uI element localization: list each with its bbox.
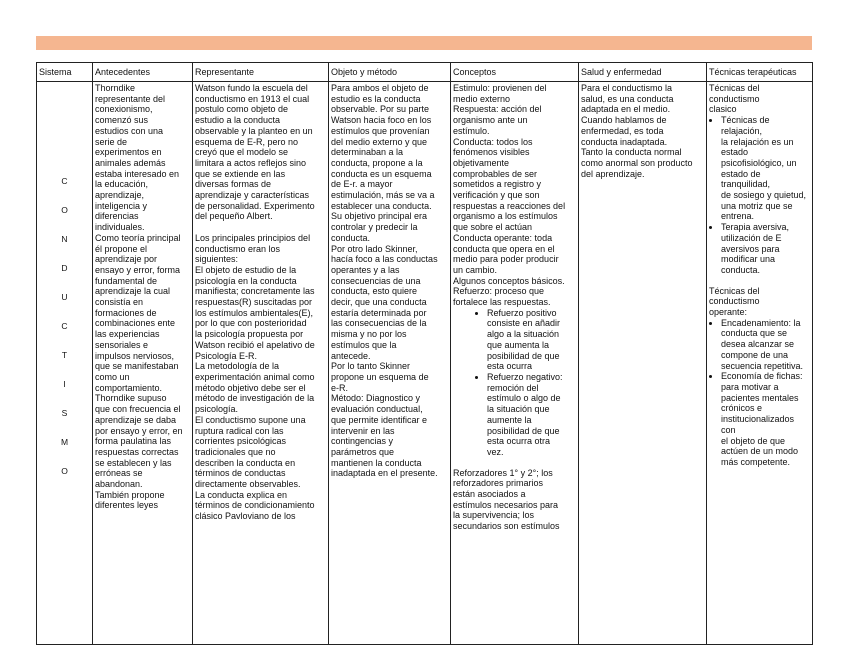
tecnicas-operante-list xyxy=(709,318,810,468)
representante-text: Watson fundo la escuela del conductismo en 1913 el cual postulo como objeto de estudio a la conducta observable y la planteo en un esquema de E-R, pero no creyó que el modelo se limitara a actos reflejos sino que se extiende en las diversas formas de aprendizaje y características de personalidad. Experimento del pequeño Albert. Los principales principios del conductismo eran los siguientes: El objeto de estudio de la psicología en la conducta manifiesta; concretamente las respuestas(R) suscitadas por los estímulos ambientales(E), por lo que con posterioridad la psicología propuesta por Watson recibió el apelativo de Psicología E-R. La metodología de la experimentación animal como método objetivo debe ser el método de investigación de la psicología. El conductismo supone una ruptura radical con las corrientes psicológicas tradicionales que no describen la conducta en términos de conductas directamente observables. La conducta explica en términos de condicionamiento clásico Pavloviano de los xyxy=(195,83,315,522)
sistema-letter: O xyxy=(61,205,68,215)
antecedentes-cell xyxy=(93,82,193,645)
objeto-metodo-text: Para ambos el objeto de estudio es la conducta observable. Por su parte Watson hacia foco en los estímulos que provenían del medio externo y que determinaban a la conducta, propone a la conducta es un esquema de E-r. a mayor estimulación, más se va a establecer una conducta. Su objetivo principal era controlar y predecir la conducta. Por otro lado Skinner, hacía foco a las conductas operantes y a las consecuencias de una conducta, esto quiere decir, que una conducta estaría determinada por las consecuencias de la misma y no por los estímulos que la antecede. Por lo tanto Skinner propone un esquema de e-R. Método: Diagnostico y evaluación conductual, que permite identificar e intervenir en las contingencias y parámetros que mantienen la conducta inadaptada en el presente. xyxy=(331,83,438,479)
representante-cell xyxy=(193,82,329,645)
conceptos-intro: Estimulo: provienen del medio externo Respuesta: acción del organismo ante un estímulo. Conducta: todos los fenómenos visibles objetivamente comprobables de ser sometidos a registro y verificación y que son respuestas a reacciones del organismo a los estímulos que sobre el actúan Conducta operante: toda conducta que opera en el medio para poder producir un cambio. Algunos conceptos básicos. Refuerzo: proceso que fortalece las respuestas. xyxy=(453,83,566,308)
conceptos-cell xyxy=(451,82,579,645)
sistema-letter: T xyxy=(61,350,68,360)
header-tecnicas: Técnicas terapéuticas xyxy=(707,63,813,82)
sistema-letter: S xyxy=(61,408,68,418)
header-conceptos: Conceptos xyxy=(451,63,579,82)
list-item: • Economía de fichas: para motivar a pacientes mentales crónicos e institucionalizados con el objeto de que actúen de un modo más competente. xyxy=(721,371,810,467)
sistema-letter: U xyxy=(61,292,68,302)
list-item: • Encadenamiento: la conducta que se desea alcanzar se compone de una secuencia repetitiva. xyxy=(721,318,810,372)
list-item: • Refuerzo negativo: remoción del estímulo o algo de la situación que aumente la posibilidad de que esta ocurra otra vez. xyxy=(487,372,576,458)
header-salud-enfermedad: Salud y enfermedad xyxy=(579,63,707,82)
header-objeto-metodo: Objeto y método xyxy=(329,63,451,82)
sistema-letter: O xyxy=(61,466,68,476)
sistema-letter: N xyxy=(61,234,68,244)
sistema-letter: M xyxy=(60,437,69,447)
conductismo-table xyxy=(36,62,813,645)
header-color-band xyxy=(36,36,812,50)
list-item: • Terapia aversiva, utilización de E aversivos para modificar una conducta. xyxy=(721,222,810,276)
refuerzo-list xyxy=(453,308,576,458)
sistema-letter: C xyxy=(61,321,68,331)
sistema-letter: I xyxy=(63,379,66,389)
salud-enfermedad-text: Para el conductismo la salud, es una conducta adaptada en el medio. Cuando hablamos de enfermedad, es toda conducta inadaptada. Tanto la conducta normal como anormal son producto del aprendizaje. xyxy=(581,83,693,179)
sistema-letter: D xyxy=(61,263,68,273)
sistema-cell xyxy=(37,82,93,645)
objeto-metodo-cell xyxy=(329,82,451,645)
header-row xyxy=(37,63,813,82)
tecnicas-heading-operante: Técnicas del conductismo operante: xyxy=(709,285,760,318)
tecnicas-cell xyxy=(707,82,813,645)
list-item: • Refuerzo positivo consiste en añadir algo a la situación que aumenta la posibilidad de que esta ocurra xyxy=(487,308,576,372)
header-antecedentes: Antecedentes xyxy=(93,63,193,82)
list-item: • Técnicas de relajación, la relajación es un estado psicofisiológico, un estado de tranquilidad, de sosiego y quietud, una motriz que se entrena. xyxy=(721,115,810,222)
sistema-letter: C xyxy=(61,176,68,186)
table-row xyxy=(37,82,813,645)
salud-enfermedad-cell xyxy=(579,82,707,645)
header-sistema: Sistema xyxy=(37,63,93,82)
conceptos-outro: Reforzadores 1° y 2°; los reforzadores primarios están asociados a estímulos necesarios para la supervivencia; los secundarios son estímulos xyxy=(453,467,560,532)
header-representante: Representante xyxy=(193,63,329,82)
tecnicas-clasico-list xyxy=(709,115,810,276)
antecedentes-text: Thorndike representante del conexionismo, comenzó sus estudios con una serie de experimentos en animales además estaba interesado en la educación, aprendizaje, inteligencia y diferencias individuales. Como teoría principal él propone el aprendizaje por ensayo y error, forma fundamental de aprendizaje la cual consistía en formaciones de combinaciones ente las experiencias sensoriales e impulsos nerviosos, que se manifestaban como un comportamiento. Thorndike supuso que con frecuencia el aprendizaje se daba por ensayo y error, en forma paulatina las respuestas correctas se establecen y las erróneas se abandonan. También propone diferentes leyes xyxy=(95,83,183,511)
tecnicas-heading-clasico: Técnicas del conductismo clasico xyxy=(709,83,760,115)
